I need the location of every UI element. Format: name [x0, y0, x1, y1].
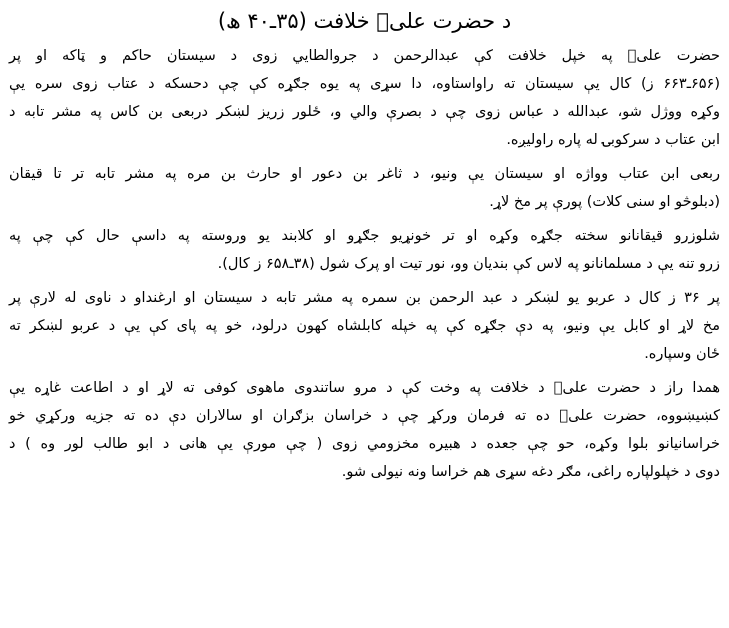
- page-title: د حضرت علیؓ خلافت (۳۵ـ۴۰ ھ): [217, 9, 512, 33]
- paragraph-line: دوی د خپلولپاره راغی، مګر دغه سړی هم خراسا ونه نیولی شو.: [341, 464, 720, 480]
- paragraph-line: ځان وسپاره.: [644, 346, 720, 362]
- paragraph-line: کښیښووه، حضرت علیؓ ده ته فرمان ورکړ چې د خراسان بزګران او سالاران دې ده ته جزیه ورکړي خو: [9, 408, 720, 424]
- paragraph-2: [9, 160, 720, 216]
- paragraph-line: وکړه ووژل شو، عبدالله د عباس زوی چې د بصرې والي و، ځلور زریز لښکر دربعی بن کاس په مشر تابه د: [9, 104, 720, 120]
- paragraph-line: زرو تنه یې د مسلمانانو په لاس کې بندیان وو، نور تیت او پرک شول (۳۸ـ۶۵۸ ز کال).: [217, 256, 720, 272]
- paragraph-5: [9, 374, 720, 486]
- paragraph-line: ابن عتاب د سرکوبۍ له پاره راولیږه.: [506, 132, 720, 148]
- paragraph-4: [9, 284, 720, 368]
- paragraph-line: ربعی ابن عتاب وواژه او سیستان یې ونیو، د ثاغر بن دعور او حارث بن مره په مشر تابه تر تا قیقان: [9, 166, 720, 182]
- paragraph-line: پر ۳۶ ز کال د عربو یو لښکر د عبد الرحمن بن سمره په مشر تابه د سیستان او ارغنداو د ناوی له لارې پر: [9, 290, 720, 306]
- paragraph-1: [9, 42, 720, 154]
- paragraph-line: مخ لاړ او کابل یې ونیو، په دې جګړه کې په خپله کابلشاه کهون درلود، خو په پای کې یې د عربو لښکر ته: [9, 318, 720, 334]
- paragraph-3: [9, 222, 720, 278]
- paragraph-line: (۶۵۶ـ۶۶۳ ز) کال یې سیستان ته راواستاوه، دا سړی په یوه جګړه کې چې دحسکه د عتاب زوی سره یې: [9, 76, 720, 92]
- paragraph-line: خراسانیانو بلوا وکړه، حو چې جعده د هبیره مخزومي زوی ( چې مورې یې هانی د ابو طالب لور وه ) د: [9, 436, 720, 452]
- paragraph-line: شلوزرو قیقانانو سخته جګړه وکړه او تر خونړیو جګړو او کلابند یو وروسته په داسې حال کې چې په: [9, 228, 720, 244]
- paragraph-line: حضرت علیؓ په خپل خلافت کې عبدالرحمن د جروالطایي زوی د سیستان حاکم و ټاکه او پر: [9, 48, 720, 64]
- paragraph-line: همدا راز د حضرت علیؓ د خلافت په وخت کې د مرو ساتندوی ماهوی کوفی ته لاړ او د اطاعت غاړه یې: [9, 380, 720, 396]
- paragraph-line: (دبلوڅو او سنی کلات) پورې پر مخ لاړ.: [489, 194, 720, 210]
